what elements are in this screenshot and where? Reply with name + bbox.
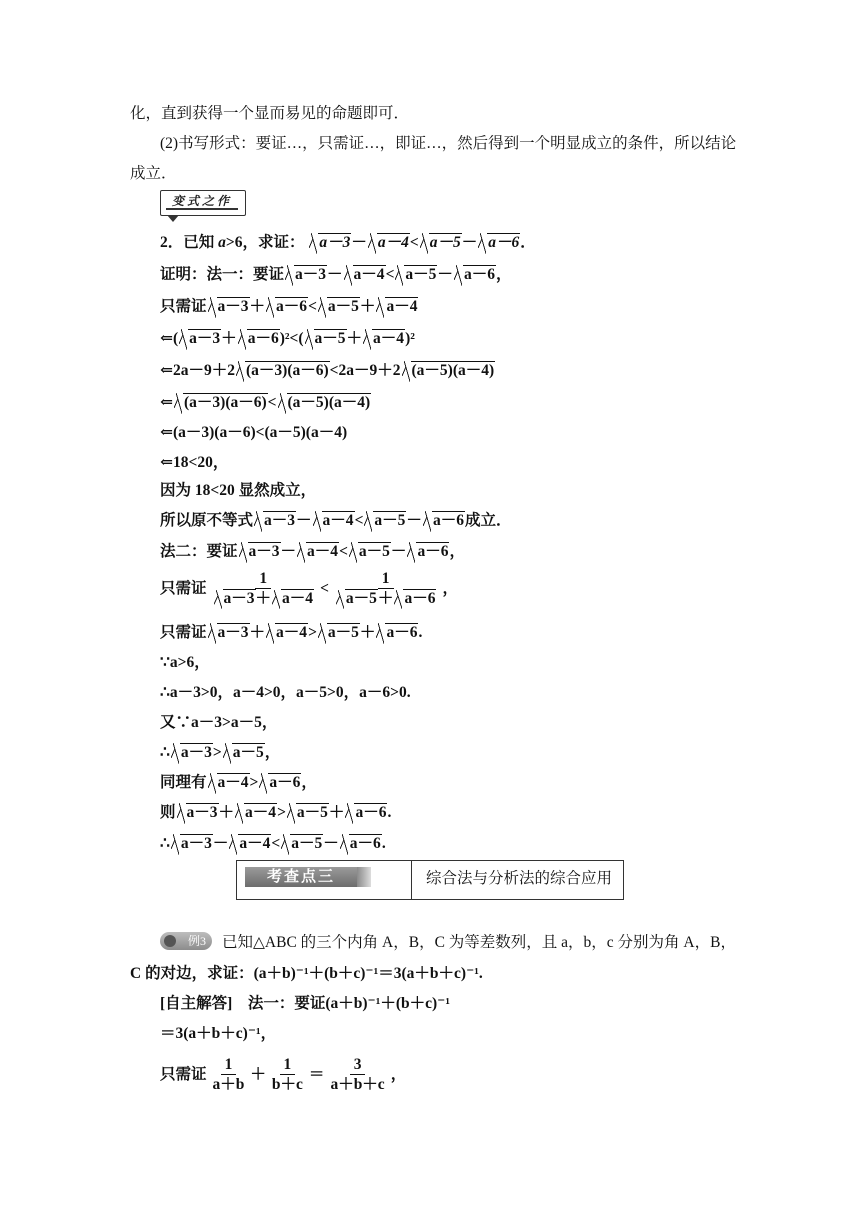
method-2-fraction-line: 只需证 $\frac{1}{a-3+ a-4}$ < $\frac{1}{a-5+ a-6}$ ， — [160, 570, 458, 607]
pencil-icon — [164, 935, 176, 947]
proof-line-9: 所以原不等式 a－3－ a－4< a－5－ a－6成立． — [160, 510, 511, 532]
variant-badge-label: 变式之作 — [166, 194, 238, 210]
method-2-line-6: 又∵a－3>a－5， — [160, 714, 278, 731]
example-badge-label: 例3 — [187, 934, 206, 948]
example-badge — [160, 932, 212, 950]
method-2-line-3: 只需证 a－3＋ a－4> a－5＋ a－6. — [160, 622, 422, 644]
variant-badge — [160, 190, 246, 216]
method-2-line-10: ∴ a－3－ a－4< a－5－ a－6. — [160, 833, 386, 855]
proof-line-3: ⇐( a－3＋ a－6)²<( a－5＋ a－4)² — [160, 328, 415, 350]
method-2-line-5: ∴a－3>0，a－4>0，a－5>0，a－6>0. — [160, 684, 411, 701]
method-2-line-9: 则 a－3＋ a－4> a－5＋ a－6. — [160, 802, 391, 824]
proof-line-4: ⇐2a－9＋2 (a－3)(a－6)<2a－9＋2 (a－5)(a－4) — [160, 360, 495, 382]
proof-line-8: 因为 18<20 显然成立， — [160, 482, 317, 499]
method-2-line-7: ∴ a－3> a－5， — [160, 742, 280, 764]
section-header-table — [236, 860, 624, 900]
example-3-line-1: 已知△ABC 的三个内角 A，B，C 为等差数列，且 a，b，c 分别为角 A，B， — [222, 934, 736, 951]
problem-2-statement: 2．已知 a>6，求证： a－3－ a－4< a－5－ a－6． — [160, 232, 536, 254]
solution-line-1: [自主解答] 法一：要证(a＋b)⁻¹＋(b＋c)⁻¹ — [160, 995, 450, 1012]
badge-tail-icon — [167, 215, 179, 222]
proof-line-7: ⇐18<20， — [160, 454, 229, 471]
example-3-line-2: C 的对边，求证：(a＋b)⁻¹＋(b＋c)⁻¹＝3(a＋b＋c)⁻¹. — [130, 965, 483, 982]
solution-line-3: 只需证 $\frac{1}{a+b}$ ＋ $\frac{1}{b+c}$ ＝ $\frac{3}{a+b+c}$ ， — [160, 1056, 407, 1093]
method-2-line-8: 同理有 a－4> a－6， — [160, 772, 317, 794]
method-2-line-1: 法二：要证 a－3－ a－4< a－5－ a－6， — [160, 541, 465, 563]
proof-line-5: ⇐ (a－3)(a－6)< (a－5)(a－4) — [160, 392, 371, 414]
proof-line-2: 只需证 a－3＋ a－6< a－5＋ a－4 — [160, 296, 418, 318]
section-title: 综合法与分析法的综合应用 — [426, 870, 613, 887]
intro-line-3: 成立． — [130, 165, 177, 182]
section-label-cell — [237, 861, 412, 899]
proof-line-1: 证明：法一：要证 a－3－ a－4< a－5－ a－6， — [160, 264, 511, 286]
section-label: 考查点三 — [245, 867, 357, 887]
proof-line-6: ⇐(a－3)(a－6)<(a－5)(a－4) — [160, 424, 348, 441]
intro-line-1: 化，直到获得一个显而易见的命题即可． — [130, 105, 410, 122]
intro-line-2: (2)书写形式：要证…，只需证…，即证…，然后得到一个明显成立的条件，所以结论 — [160, 135, 737, 152]
solution-line-2: ＝3(a＋b＋c)⁻¹， — [160, 1025, 277, 1042]
method-2-line-4: ∵a>6， — [160, 654, 210, 671]
